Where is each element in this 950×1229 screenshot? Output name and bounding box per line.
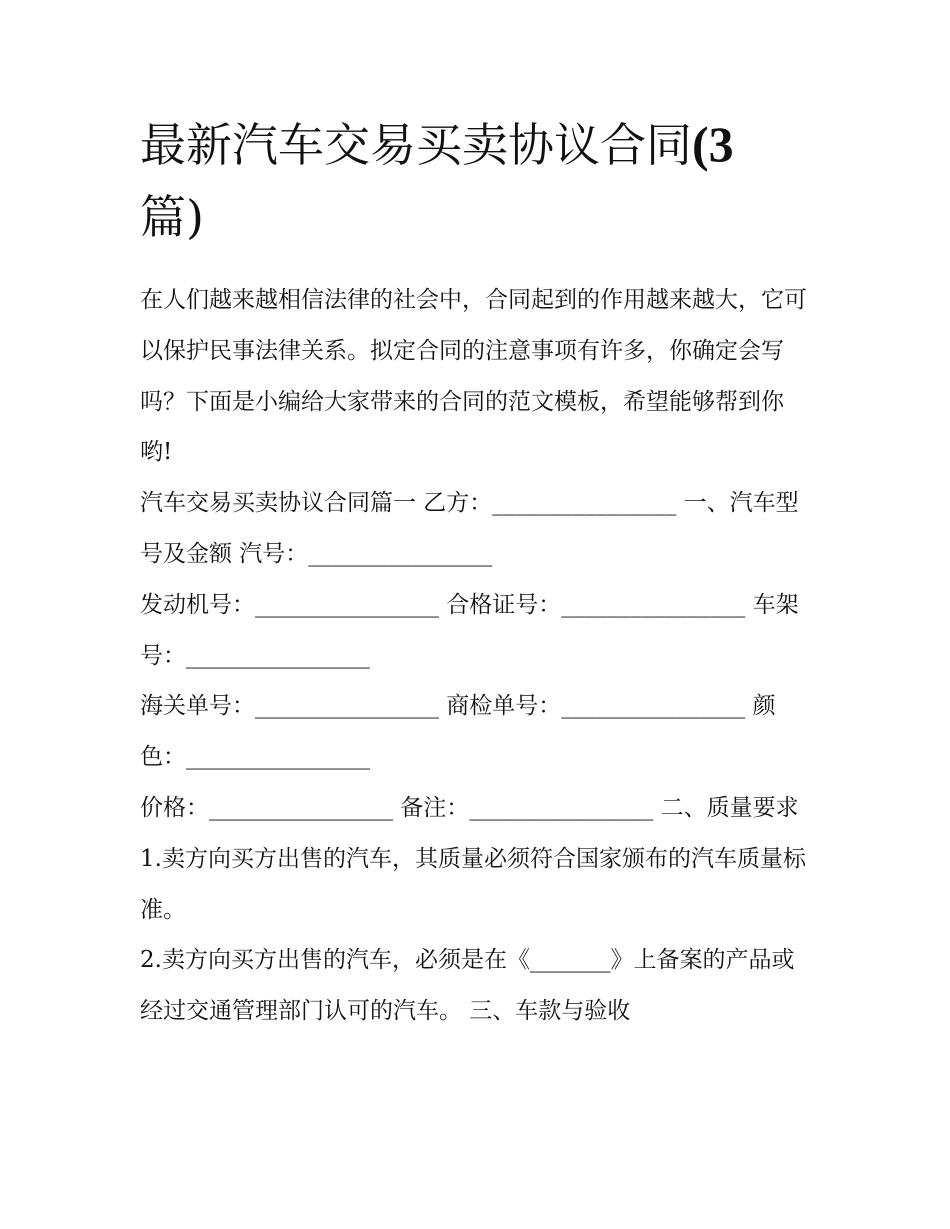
title-count: (3	[692, 116, 734, 172]
contract-paragraph-customs: 海关单号：________________ 商检单号：________________ 颜色：________________	[140, 693, 776, 771]
contract-clause-registration: 2.卖方向买方出售的汽车，必须是在《_______》上备案的产品或经过交通管理部门认可的汽车。 三、车款与验收	[140, 947, 795, 1025]
contract-clause-quality: 1.卖方向买方出售的汽车，其质量必须符合国家颁布的汽车质量标准。	[140, 845, 806, 923]
title-suffix: 篇)	[140, 190, 204, 244]
title-text: 最新汽车交易买卖协议合同	[140, 118, 692, 172]
contract-paragraph-price: 价格：________________ 备注：________________ 二、质量要求	[140, 794, 799, 821]
document-title	[140, 108, 820, 253]
document-body	[140, 275, 815, 1037]
contract-paragraph-engine: 发动机号：________________ 合格证号：________________ 车架号：________________	[140, 591, 799, 669]
intro-paragraph: 在人们越来越相信法律的社会中，合同起到的作用越来越大，它可以保护民事法律关系。拟定合同的注意事项有许多，你确定会写吗？下面是小编给大家带来的合同的范文模板，希望能够帮到你哟!	[140, 287, 807, 466]
contract-paragraph-buyer: 汽车交易买卖协议合同篇一 乙方：________________ 一、汽车型号及金额 汽号：________________	[140, 490, 799, 567]
